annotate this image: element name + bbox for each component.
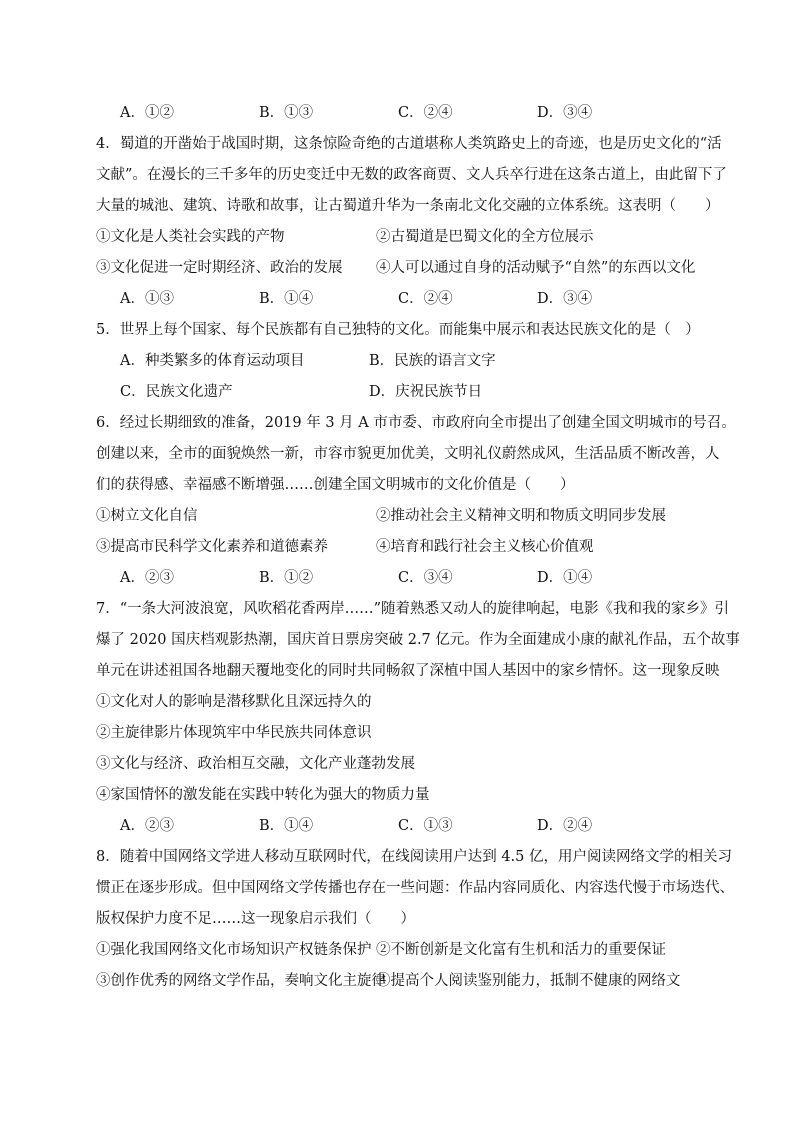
q7-stem-line-1: 7．“一条大河波浪宽，风吹稻花香两岸……”随着熟悉又动人的旋律响起，电影《我和我的家乡》引 [96,601,730,617]
q6-statements-row-1 [96,501,706,532]
q5-option-c[interactable]: C．民族文化遗产 [120,384,233,400]
q4-statements-row-1 [96,222,706,253]
q3-option-d[interactable]: D．③④ [537,105,593,121]
q6-options [96,563,706,594]
q7-option-a[interactable]: A．②③ [120,818,174,834]
q7-stem-line-2: 爆了 2020 国庆档观影热潮，国庆首日票房突破 2.7 亿元。作为全面建成小康的献礼作品，五个故事 [96,632,740,648]
q7-option-d[interactable]: D．②④ [537,818,593,834]
q6-stem-line-3: 们的获得感、幸福感不断增强……创建全国文明城市的文化价值是（ ） [96,477,575,493]
q5-options-row-2 [96,377,706,408]
q3-option-b[interactable]: B．①③ [259,105,314,121]
q3-option-c[interactable]: C．②④ [398,105,453,121]
q5-options-row-1 [96,346,706,377]
q7-statement-2: ②主旋律影片体现筑牢中华民族共同体意识 [96,725,372,741]
q3-options [96,98,706,129]
q4-statement-3: ③文化促进一定时期经济、政治的发展 [96,260,343,276]
q3-option-a[interactable]: A．①② [120,105,174,121]
q8-statement-1: ①强化我国网络文化市场知识产权链条保护 [96,942,372,958]
q7-options [96,811,706,842]
q4-statement-2: ②古蜀道是巴蜀文化的全方位展示 [376,229,594,245]
q6-option-d[interactable]: D．①④ [537,570,593,586]
q8-statement-2: ②不断创新是文化富有生机和活力的重要保证 [376,942,666,958]
q5-option-d[interactable]: D．庆祝民族节日 [369,384,483,400]
q7-option-c[interactable]: C．①③ [398,818,453,834]
q7-statement-3: ③文化与经济、政治相互交融，文化产业蓬勃发展 [96,756,415,772]
q7-statement-4: ④家国情怀的激发能在实践中转化为强大的物质力量 [96,787,430,803]
q8-statement-4: ④提高个人阅读鉴别能力，抵制不健康的网络文 [376,973,681,989]
q8-stem-line-2: 惯正在逐步形成。但中国网络文学传播也存在一些问题：作品内容同质化、内容迭代慢于市场迭代、 [96,880,734,896]
q8-stem-line-1: 8．随着中国网络文学进人移动互联网时代，在线阅读用户达到 4.5 亿，用户阅读网络文学的相关习 [96,849,732,865]
q6-option-c[interactable]: C．③④ [398,570,453,586]
q4-option-d[interactable]: D．③④ [537,291,593,307]
q6-option-a[interactable]: A．②③ [120,570,174,586]
q4-option-a[interactable]: A．①③ [120,291,174,307]
q6-statement-2: ②推动社会主义精神文明和物质文明同步发展 [376,508,666,524]
q8-statement-3: ③创作优秀的网络文学作品，奏响文化主旋律 [96,973,386,989]
q4-options [96,284,706,315]
q5-option-b[interactable]: B．民族的语言文字 [369,353,496,369]
q6-statements-row-2 [96,532,706,563]
q8-statements-row-2 [96,966,706,997]
q5-stem: 5．世界上每个国家、每个民族都有自己独特的文化。而能集中展示和表达民族文化的是（ ） [96,322,700,338]
q5-option-a[interactable]: A．种类繁多的体育运动项目 [120,353,305,369]
q6-statement-1: ①树立文化自信 [96,508,198,524]
q4-statement-4: ④人可以通过自身的活动赋予“自然”的东西以文化 [376,260,696,276]
q7-stem-line-3: 单元在讲述祖国各地翻天覆地变化的同时共同畅叙了深植中国人基因中的家乡情怀。这一现象反映 [96,663,720,679]
q6-stem-line-1: 6．经过长期细致的准备，2019 年 3 月 A 市市委、市政府向全市提出了创建全国文明城市的号召。 [96,415,736,431]
q4-statement-1: ①文化是人类社会实践的产物 [96,229,285,245]
q6-statement-3: ③提高市民科学文化素养和道德素养 [96,539,328,555]
q8-statements-row-1 [96,935,706,966]
q6-option-b[interactable]: B．①② [259,570,314,586]
q4-option-c[interactable]: C．②④ [398,291,453,307]
q4-stem-line-2: 文献”。在漫长的三千多年的历史变迁中无数的政客商贾、文人兵卒行进在这条古道上，由此留下了 [96,167,727,183]
q4-stem-line-3: 大量的城池、建筑、诗歌和故事，让古蜀道升华为一条南北文化交融的立体系统。这表明（ ） [96,198,720,214]
q6-stem-line-2: 创建以来，全市的面貌焕然一新，市容市貌更加优美，文明礼仪蔚然成风，生活品质不断改善，人 [96,446,720,462]
q4-statements-row-2 [96,253,706,284]
q7-statement-1: ①文化对人的影响是潜移默化且深远持久的 [96,694,372,710]
exam-content [96,98,740,997]
q8-stem-line-3: 版权保护力度不足……这一现象启示我们（ ） [96,911,415,927]
q6-statement-4: ④培育和践行社会主义核心价值观 [376,539,594,555]
q7-option-b[interactable]: B．①④ [259,818,314,834]
q4-option-b[interactable]: B．①④ [259,291,314,307]
q4-stem-line-1: 4．蜀道的开凿始于战国时期，这条惊险奇绝的古道堪称人类筑路史上的奇迹，也是历史文化的“活 [96,136,722,152]
